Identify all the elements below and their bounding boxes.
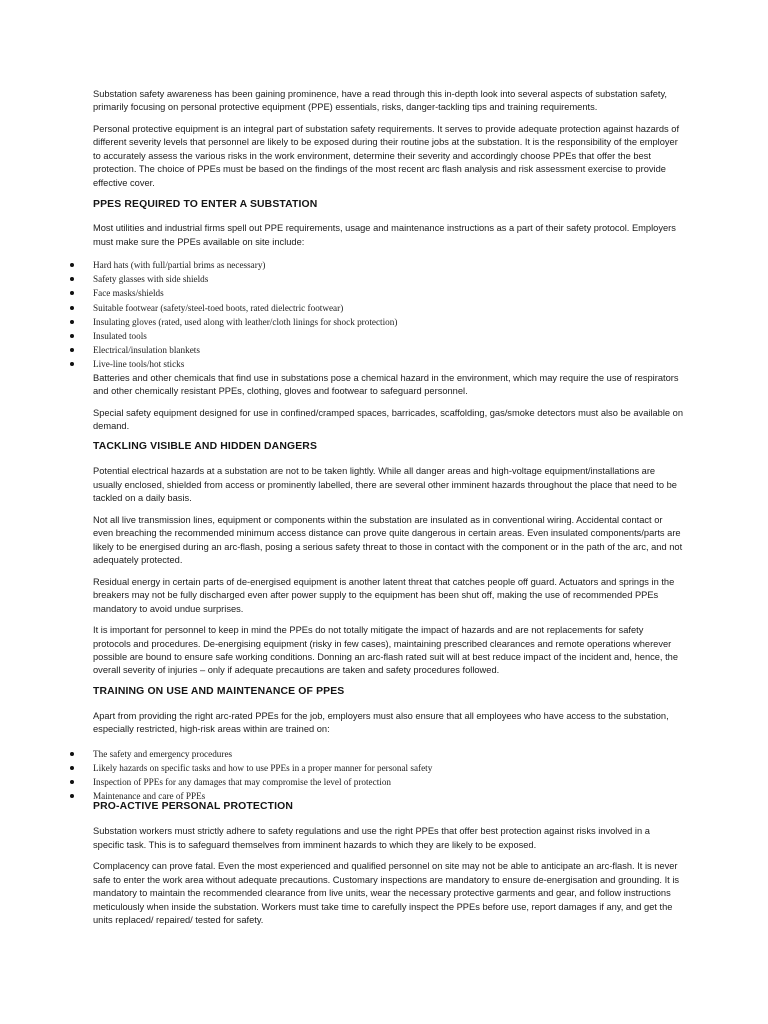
- bullet-icon: [70, 263, 74, 267]
- ppe-list: [93, 258, 683, 372]
- list-item: Maintenance and care of PPEs: [93, 789, 683, 803]
- section-heading-tackling-dangers: TACKLING VISIBLE AND HIDDEN DANGERS: [93, 441, 318, 453]
- section2-paragraph-3: Residual energy in certain parts of de-energised equipment is another latent threat that catches people off guard. Actuators and springs in the breakers may not be fully discharged even after power supply to the equipment has been shut off, making the use of recommended PPEs mandatory to avoid undue surprises.: [93, 576, 675, 614]
- section2-paragraph-2: Not all live transmission lines, equipment or components within the substation are insulated as in conventional wiring. Accidental contact or even breaching the recommended minimum access distance can prove quite dangerous in certain areas. Even insulated components/parts are likely to be energised during an arc-flash, posing a serious safety threat to those in contact with the component or in the path of the arc, and not adequately protected.: [93, 514, 683, 566]
- training-list: [93, 747, 683, 804]
- bullet-icon: [70, 766, 74, 770]
- bullet-icon: [70, 794, 74, 798]
- bullet-icon: [70, 362, 74, 366]
- section3-paragraph-1: Apart from providing the right arc-rated PPEs for the job, employers must also ensure that all employees who have access to the substation, especially restricted, high-risk areas within are trained on:: [93, 710, 669, 735]
- bullet-icon: [70, 334, 74, 338]
- list-item: Safety glasses with side shields: [93, 272, 683, 286]
- list-item: Insulated tools: [93, 329, 683, 343]
- section-heading-proactive-protection: PRO-ACTIVE PERSONAL PROTECTION: [93, 801, 294, 813]
- bullet-icon: [70, 291, 74, 295]
- list-item: Hard hats (with full/partial brims as necessary): [93, 258, 683, 272]
- section-heading-training: TRAINING ON USE AND MAINTENANCE OF PPES: [93, 685, 345, 697]
- list-item: Insulating gloves (rated, used along with leather/cloth linings for shock protection): [93, 315, 683, 329]
- list-item: Live-line tools/hot sticks: [93, 357, 683, 371]
- intro-paragraph-1: Substation safety awareness has been gaining prominence, have a read through this in-depth look into several aspects of substation safety, primarily focusing on personal protective equipment (PPE) essentials, risks, danger-tackling tips and training requirements.: [93, 89, 668, 113]
- bullet-icon: [70, 780, 74, 784]
- list-item: Inspection of PPEs for any damages that may compromise the level of protection: [93, 775, 683, 789]
- bullet-icon: [70, 277, 74, 281]
- intro-paragraph-2: Personal protective equipment is an integral part of substation safety requirements. It serves to provide adequate protection against hazards of different severity levels that personnel are likely to be exposed during their routine jobs at the substation. It is the responsibility of the employer to accurately assess the various risks in the work environment, determine their severity and accordingly choose PPEs that offer the best protection. The choice of PPEs must be based on the findings of the most recent arc flash analysis and risk assessment exercise to provide effective cover.: [93, 124, 680, 188]
- bullet-icon: [70, 752, 74, 756]
- list-item: Electrical/insulation blankets: [93, 343, 683, 357]
- section2-paragraph-1: Potential electrical hazards at a substation are not to be taken lightly. While all danger areas and high-voltage equipment/installations are usually enclosed, shielded from access or prominently labelled, there are several other imminent hazards throughout the place that need to be tackled on a daily basis.: [93, 466, 677, 504]
- section2-paragraph-4: It is important for personnel to keep in mind the PPEs do not totally mitigate the impact of hazards and are not replacements for safety protocols and procedures. De-energising equipment (risky in few cases), maintaining prescribed clearances and remote operations wherever possible are bound to ensure safe working conditions. Donning an arc-flash rated suit will at best reduce impact of the incident and, hence, the overall severity of injuries – only if adequate precautions are taken and safety procedures followed.: [93, 625, 679, 676]
- section1-paragraph-1: Most utilities and industrial firms spell out PPE requirements, usage and maintenance instructions as a part of their safety protocol. Employers must make sure the PPEs available on site include:: [93, 223, 676, 247]
- list-item: Likely hazards on specific tasks and how to use PPEs in a proper manner for personal safety: [93, 761, 683, 775]
- bullet-icon: [70, 306, 74, 310]
- list-item: Face masks/shields: [93, 286, 683, 300]
- document-body: [93, 88, 683, 936]
- bullet-icon: [70, 320, 74, 324]
- section1-after-paragraph-1: Batteries and other chemicals that find use in substations pose a chemical hazard in the environment, which may require the use of respirators and other chemically resistant PPEs, clothing, gloves and footwear to safeguard personnel.: [93, 372, 679, 397]
- bullet-icon: [70, 348, 74, 352]
- section1-after-paragraph-2: Special safety equipment designed for use in confined/cramped spaces, barricades, scaffolding, gas/smoke detectors must also be available on demand.: [93, 407, 684, 432]
- section4-paragraph-1: Substation workers must strictly adhere to safety regulations and use the right PPEs that offer best protection against risks involved in a specific task. This is to safeguard themselves from imminent hazards to which they are likely to be exposed.: [93, 826, 650, 850]
- section-heading-ppes-required: PPES REQUIRED TO ENTER A SUBSTATION: [93, 199, 318, 211]
- list-item: Suitable footwear (safety/steel-toed boots, rated dielectric footwear): [93, 301, 683, 315]
- list-item: The safety and emergency procedures: [93, 747, 683, 761]
- section4-paragraph-2: Complacency can prove fatal. Even the most experienced and qualified personnel on site may not be able to anticipate an arc-flash. It is never safe to enter the work area without adequate precautions. Customary inspections are mandatory to ensure de-energisation and grounding. It is mandatory to maintain the recommended clearance from live units, wear the necessary protective garments and gear, and follow instructions meticulously when inside the substation. Workers must take time to carefully inspect the PPEs before use, report damages if any, and get the units replaced/ repaired/ tested for safety.: [93, 861, 680, 925]
